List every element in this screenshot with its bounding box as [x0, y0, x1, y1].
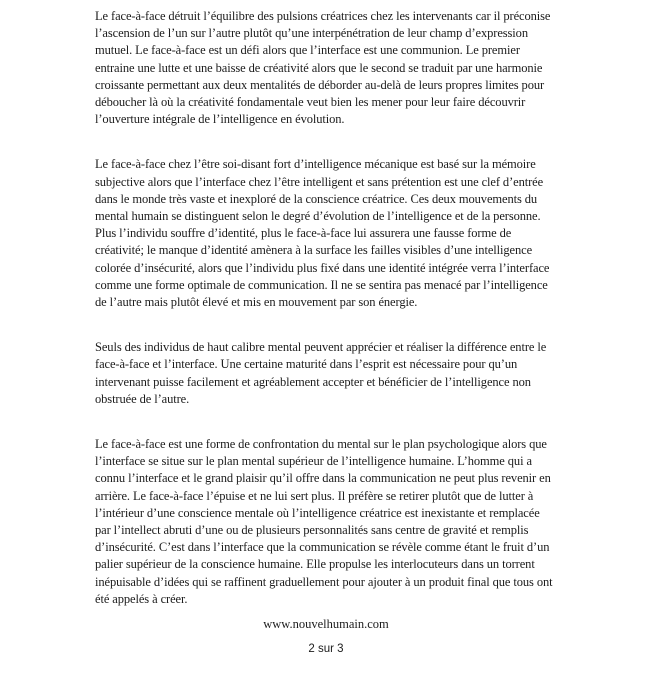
footer-website-url: www.nouvelhumain.com [263, 617, 389, 632]
paragraph-1: Le face-à-face détruit l’équilibre des pulsions créatrices chez les intervenants car il préconise l’ascension de l’un sur l’autre plutôt qu’une interpénétration de leur champ d’expression mutuel. Le face-à-face est un défi alors que l’interface est une communion. Le premier entraine une lutte et une baisse de créativité alors que le second se traduit par une harmonie croissante permettant aux deux mentalités de déborder au-delà de leurs propres limites pour déboucher là où la créativité fondamentale veut bien les mener pour leur faire découvrir l’ouverture intégrale de l’intelligence en évolution. [95, 9, 551, 127]
page-footer [95, 617, 557, 656]
paragraph-2: Le face-à-face chez l’être soi-disant fort d’intelligence mécanique est basé sur la mémoire subjective alors que l’interface chez l’être intelligent et sans prétention est une clef d’entrée dans le monde très vaste et inexploré de la conscience créatrice. Ces deux mouvements du mental humain se distinguent selon le degré d’évolution de l’intelligence et de la personne. Plus l’individu souffre d’identité, plus le face-à-face lui assurera une fausse forme de créativité; le manque d’identité amènera à la surface les failles visibles d’une intelligence colorée d’insécurité, alors que l’individu plus fixé dans une identité intégrée verra l’interface comme une forme optimale de communication. Il ne se sentira pas menacé par l’intelligence de l’autre mais plutôt élevé et mis en mouvement par son énergie. [95, 157, 550, 310]
paragraph-4: Le face-à-face est une forme de confrontation du mental sur le plan psychologique alors que l’interface se situe sur le plan mental supérieur de l’intelligence humaine. L’homme qui a connu l’interface et le grand plaisir qu’il offre dans la communication ne peut plus revenir en arrière. Le face-à-face l’épuise et ne lui sert plus. Il préfère se retirer plutôt que de lutter à l’intérieur d’une conscience mentale où l’intelligence créatrice est inexistante et remplacée par l’intellect abruti d’une ou de plusieurs personnalités sans centre de gravité et remplis d’insécurité. C’est dans l’interface que la communication se révèle comme étant le fruit d’un palier supérieur de la conscience humaine. Elle propulse les interlocuteurs dans un torrent inépuisable d’idées qui se raffinent graduellement pour ajouter à un produit final que tous ont été appelés à créer. [95, 437, 553, 606]
document-body [95, 8, 557, 608]
paragraph-3: Seuls des individus de haut calibre mental peuvent apprécier et réaliser la différence entre le face-à-face et l’interface. Une certaine maturité dans l’esprit est nécessaire pour qu’un intervenant puisse facilement et agréablement accepter et bénéficier de l’intelligence non obstruée de l’autre. [95, 340, 547, 406]
footer-page-indicator: 2 sur 3 [308, 643, 344, 656]
